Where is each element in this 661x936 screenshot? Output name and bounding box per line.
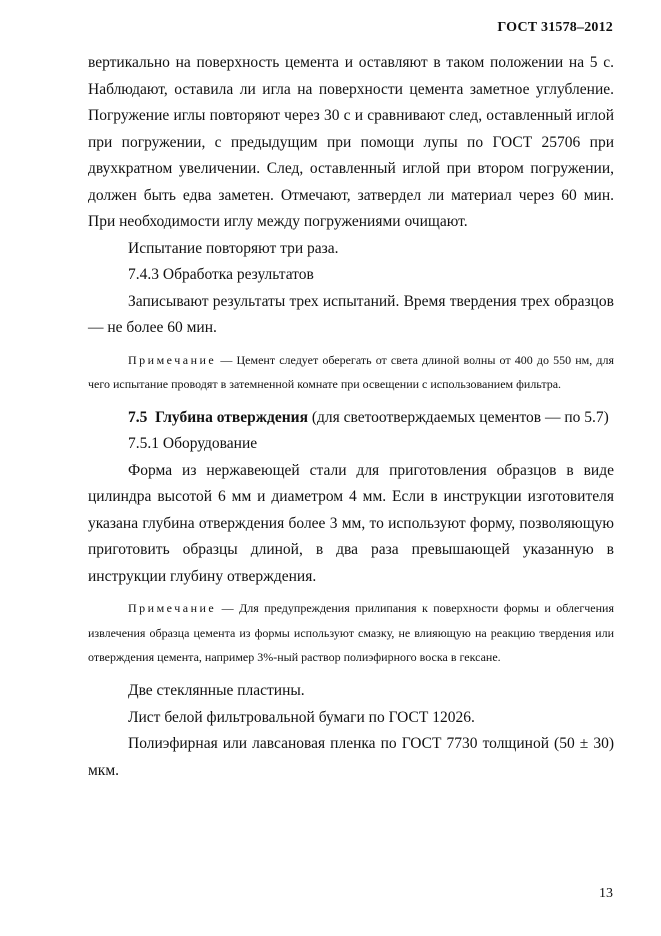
section-number: 7.5	[128, 408, 148, 426]
paragraph-mold: Форма из нержавеющей стали для приготовления образцов в виде цилиндра высотой 6 мм и диаметром 4 мм. Если в инструкции изготовителя указана глубина отверждения более 3 мм, то используют форму, позволяющую приготовить образцы длиной, в два раза превышающей указанную в инструкции глубину отверждения.	[88, 461, 614, 585]
note-label: Примечание	[128, 601, 217, 616]
note-text: — Для предупреждения прилипания к поверхности формы и облегчения извлечения образца цемента из формы используют смазку, не влияющую на реакцию твердения или отверждения цемента, например 3%-ный раствор полиэфирного воска в гексане.	[88, 601, 614, 664]
note-label: Примечание	[128, 352, 217, 367]
subsection-7-4-3: 7.4.3 Обработка результатов	[128, 266, 314, 283]
section-subtitle: (для светоотверждаемых цементов — по 5.7)	[307, 408, 609, 426]
paragraph-filter-paper: Лист белой фильтровальной бумаги по ГОСТ 12026.	[128, 708, 475, 726]
page-number: 13	[599, 886, 613, 901]
note-lubricant	[88, 596, 614, 669]
subsection-7-5-1: 7.5.1 Оборудование	[128, 435, 258, 453]
section-title: Глубина отверждения	[155, 408, 308, 426]
paragraph-glass-plates: Две стеклянные пластины.	[128, 682, 305, 700]
paragraph-results: Записывают результаты трех испытаний. Время твердения трех образцов — не более 60 мин.	[88, 292, 614, 336]
page-body	[88, 50, 614, 784]
note-text: — Цемент следует оберегать от света длиной волны от 400 до 550 нм, для чего испытание проводят в затемненной комнате при освещении с использованием фильтра.	[88, 352, 614, 391]
paragraph-film: Полиэфирная или лавсановая пленка по ГОСТ 7730 толщиной (50 ± 30) мкм.	[88, 735, 614, 779]
paragraph-repeat: Испытание повторяют три раза.	[128, 239, 339, 257]
note-light	[88, 348, 614, 396]
document-code: ГОСТ 31578–2012	[497, 20, 613, 35]
section-7-5-heading	[88, 405, 614, 432]
paragraph-needle-procedure: вертикально на поверхность цемента и оставляют в таком положении на 5 с. Наблюдают, оставила ли игла на поверхности цемента заметное углубление. Погружение иглы повторяют через 30 с и сравнивают след, оставленный иглой при погружении, с предыдущим при помощи лупы по ГОСТ 25706 при двухкратном увеличении. След, оставленный иглой при втором погружении, должен быть едва заметен. Отмечают, затвердел ли материал через 60 мин. При необходимости иглу между погружениями очищают.	[88, 54, 614, 230]
